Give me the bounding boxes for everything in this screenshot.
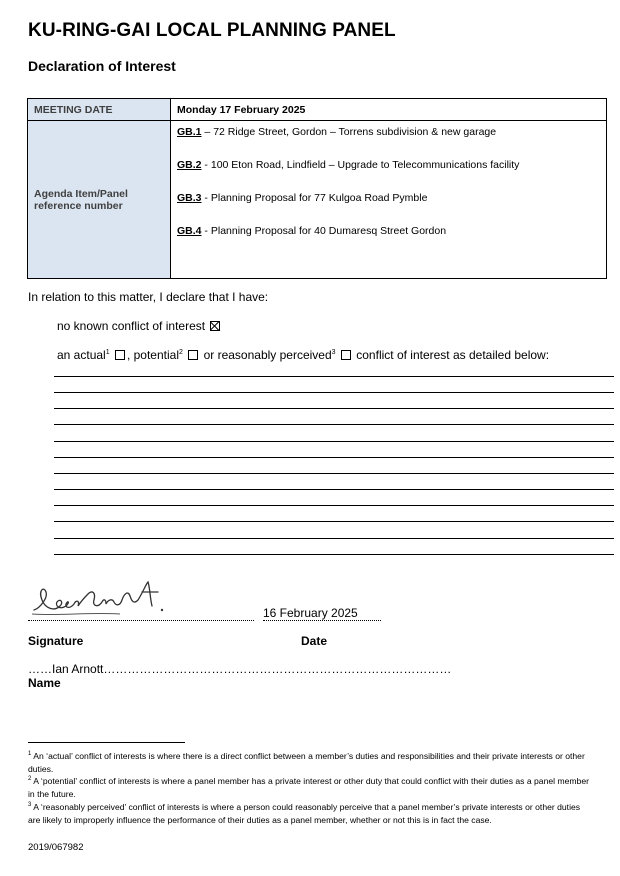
footnote [28,775,594,801]
detail-line[interactable] [54,538,614,539]
meeting-date-value: Monday 17 February 2025 [171,99,607,121]
page-title: KU-RING-GAI LOCAL PLANNING PANEL [28,20,396,41]
actual-label: an actual [57,348,106,362]
no-conflict-checkbox[interactable] [210,321,220,331]
agenda-item-sep: - [201,225,211,237]
footnote-ref: 2 [179,349,183,356]
agenda-item-sep: - [201,192,211,204]
page-subtitle: Declaration of Interest [28,58,176,74]
date-value[interactable]: 16 February 2025 [263,606,358,620]
footnote-number: 1 [28,751,32,758]
agenda-item-ref: GB.1 [177,126,202,138]
detail-line[interactable] [54,392,614,393]
conflict-detail-label: conflict of interest as detailed below: [352,348,550,362]
agenda-item-sep: - [201,159,211,171]
no-conflict-label: no known conflict of interest [57,319,206,333]
footnote-number: 2 [28,776,32,783]
footnote-ref: 1 [105,349,110,356]
agenda-item [177,192,600,225]
agenda-item-text: Planning Proposal for 77 Kulgoa Road Pymble [210,192,428,204]
footnote [28,801,594,827]
detail-line[interactable] [54,505,614,506]
detail-line[interactable] [54,457,614,458]
agenda-item-ref: GB.3 [177,192,202,204]
detail-line[interactable] [54,521,614,522]
potential-label: , potential [126,348,179,362]
agenda-label: Agenda Item/Panel reference number [28,121,171,279]
agenda-item-text: 72 Ridge Street, Gordon – Torrens subdivision & new garage [213,126,497,138]
footnote [28,750,594,776]
meeting-date-label: MEETING DATE [28,99,171,121]
meeting-date-row [28,99,607,121]
footnote-text: A ‘reasonably perceived’ conflict of interests is where a person could reasonably perceive that a panel member’s private interests or other duties are likely to improperly influence the performance of their duties as a panel member, whether or not this is in fact the case. [28,802,581,825]
handwritten-signature [30,578,170,618]
detail-line[interactable] [54,554,614,555]
detail-line[interactable] [54,441,614,442]
agenda-item-ref: GB.4 [177,225,202,237]
declaration-statement: In relation to this matter, I declare that I have: [28,290,269,304]
date-line[interactable] [263,620,381,621]
name-label: Name [28,676,61,690]
footnote-ref: 3 [331,349,336,356]
date-label: Date [301,634,328,648]
signature-label: Signature [28,634,84,648]
footnote-text: An ‘actual’ conflict of interests is where there is a direct conflict between a member’s duties and responsibilities and their private interests or other duties. [28,751,585,774]
name-field[interactable]: ……Ian Arnott…………………………………………………………………………… [28,662,452,676]
agenda-item [177,225,600,258]
document-reference: 2019/067982 [28,842,84,853]
agenda-item-ref: GB.2 [177,159,202,171]
potential-checkbox[interactable] [188,350,198,360]
meeting-info-table [27,98,607,279]
agenda-items [171,121,607,279]
agenda-item-text: 100 Eton Road, Lindfield – Upgrade to Telecommunications facility [210,159,520,171]
no-conflict-option [57,319,222,333]
perceived-checkbox[interactable] [341,350,351,360]
detail-line[interactable] [54,424,614,425]
detail-line[interactable] [54,408,614,409]
agenda-row [28,121,607,279]
footnote-divider [28,742,185,743]
conflict-option [57,348,549,362]
agenda-item [177,126,600,159]
signature-line[interactable] [28,620,254,621]
agenda-item-text: Planning Proposal for 40 Dumaresq Street Gordon [210,225,447,237]
footnote-text: A ‘potential’ conflict of interests is where a panel member has a private interest or other duty that could conflict with their duties as a panel member in the future. [28,776,589,799]
detail-line[interactable] [54,489,614,490]
footnote-number: 3 [28,802,32,809]
detail-line[interactable] [54,376,614,377]
agenda-item-sep: – [201,126,214,138]
detail-line[interactable] [54,473,614,474]
perceived-label: or reasonably perceived [200,348,332,362]
agenda-item [177,159,600,192]
actual-checkbox[interactable] [115,350,125,360]
